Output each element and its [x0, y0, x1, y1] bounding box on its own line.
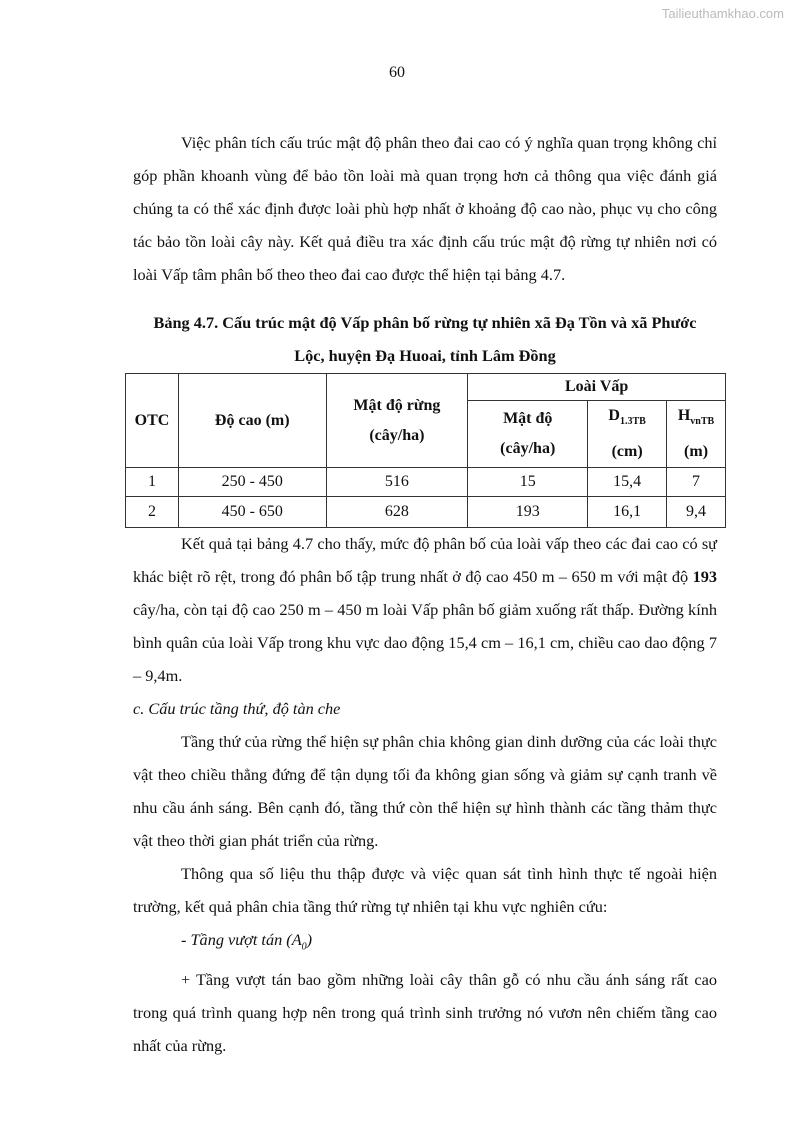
caption-line-1: Bảng 4.7. Cấu trúc mật độ Vấp phân bố rừng tự nhiên xã Đạ Tồn và xã Phước [153, 313, 697, 332]
cell-otc: 1 [126, 468, 179, 497]
intro-paragraph: Việc phân tích cấu trúc mật độ phân theo đai cao có ý nghĩa quan trọng không chỉ góp phần khoanh vùng để bảo tồn loài mà quan trọng hơn cả thông qua việc đánh giá chúng ta có thể xác định được loài phù hợp nhất ở khoảng độ cao nào, phục vụ cho công tác bảo tồn loài cây này. Kết quả điều tra xác định cấu trúc mật độ rừng tự nhiên nơi có loài Vấp tâm phân bố theo theo đai cao được thể hiện tại bảng 4.7. [133, 133, 717, 284]
table-row [126, 497, 726, 528]
cell-otc: 2 [126, 497, 179, 528]
watermark: Tailieuthamkhao.com [661, 6, 784, 21]
header-hvntb: $H_{vnTB}$ (m) [667, 401, 726, 468]
a0-paragraph: + Tầng vượt tán bao gồm những loài cây thân gỗ có nhu cầu ánh sáng rất cao trong quá trình quang hợp nên trong quá trình sinh trưởng nó vươn nên chiếm tầng cao nhất của rừng. [133, 970, 717, 1056]
cell-h: 7 [667, 468, 726, 497]
page-number: 60 [389, 64, 405, 81]
cell-d: 16,1 [588, 497, 667, 528]
intro-block [133, 126, 717, 291]
cell-mat-do-rung: 516 [326, 468, 468, 497]
tang-a0-heading: - Tầng vượt tán $(A_0)$ [181, 930, 313, 953]
caption-line-2: Lộc, huyện Đạ Huoai, tỉnh Lâm Đồng [294, 346, 556, 365]
cell-h: 9,4 [667, 497, 726, 528]
table-caption [125, 306, 725, 372]
header-otc: OTC [126, 374, 179, 468]
cell-do-cao: 250 - 450 [178, 468, 326, 497]
header-d13tb: $D_{1.3TB}$ (cm) [588, 401, 667, 468]
thong-qua-paragraph: Thông qua số liệu thu thập được và việc quan sát tình hình thực tế ngoài hiện trường, kết quả phân chia tầng thứ rừng tự nhiên tại khu vực nghiên cứu: [133, 864, 717, 916]
body-block [133, 527, 717, 1062]
cell-mat-do: 15 [468, 468, 588, 497]
cell-d: 15,4 [588, 468, 667, 497]
density-table [125, 373, 726, 528]
cell-mat-do-rung: 628 [326, 497, 468, 528]
cell-mat-do: 193 [468, 497, 588, 528]
header-mat-do-rung: Mật độ rừng (cây/ha) [326, 374, 468, 468]
table-row [126, 468, 726, 497]
cell-do-cao: 450 - 650 [178, 497, 326, 528]
tang-thu-paragraph: Tầng thứ của rừng thể hiện sự phân chia không gian dinh dưỡng của các loài thực vật theo chiều thẳng đứng để tận dụng tối đa không gian sống và giảm sự cạnh tranh về nhu cầu ánh sáng. Bên cạnh đó, tầng thứ còn thể hiện sự hình thành các tầng thảm thực vật theo thời gian phát triển của rừng. [133, 732, 717, 850]
header-loai-vap: Loài Vấp [468, 374, 726, 401]
header-mat-do: Mật độ (cây/ha) [468, 401, 588, 468]
header-do-cao: Độ cao (m) [178, 374, 326, 468]
section-heading-c: c. Cấu trúc tầng thứ, độ tàn che [133, 699, 341, 718]
result-paragraph: Kết quả tại bảng 4.7 cho thấy, mức độ phân bố của loài vấp theo các đai cao có sự khác biệt rõ rệt, trong đó phân bố tập trung nhất ở độ cao 450 m – 650 m với mật độ 193 cây/ha, còn tại độ cao 250 m – 450 m loài Vấp phân bố giảm xuống rất thấp. Đường kính bình quân của loài Vấp trong khu vực dao động 15,4 cm – 16,1 cm, chiều cao dao động 7 – 9,4m. [133, 534, 717, 685]
